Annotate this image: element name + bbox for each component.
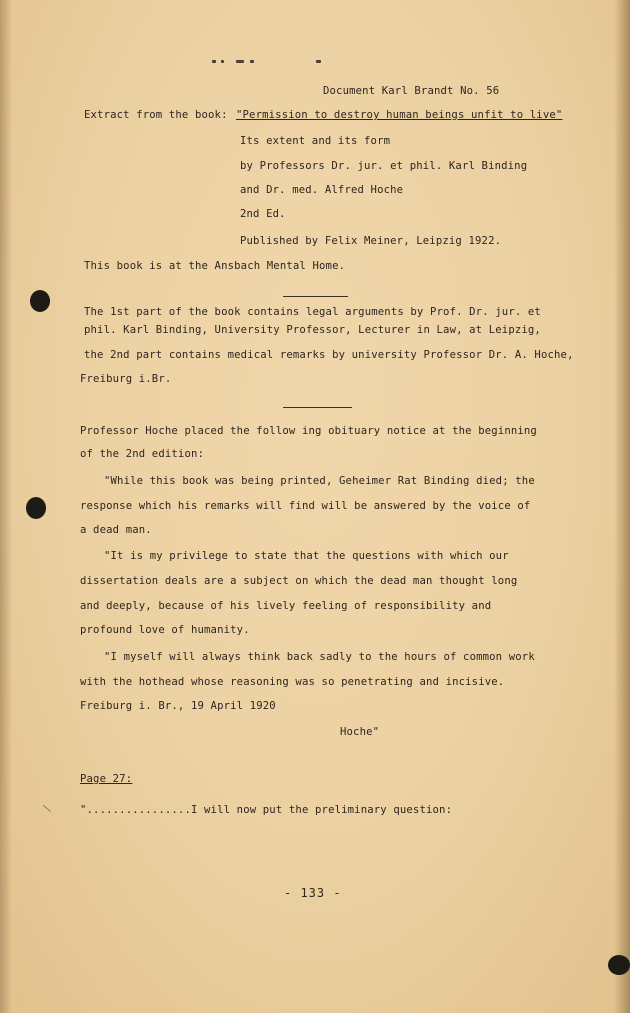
- stray-pencil-mark: [43, 805, 51, 812]
- quote-line: and deeply, because of his lively feeling of responsibility and: [80, 600, 492, 612]
- book-authors-line-1: by Professors Dr. jur. et phil. Karl Binding: [240, 160, 528, 172]
- extract-label: Extract from the book:: [84, 109, 228, 121]
- book-title: "Permission to destroy human beings unfit to live": [236, 109, 563, 121]
- quote-line: a dead man.: [80, 524, 152, 536]
- quote-line: "I myself will always think back sadly to the hours of common work: [104, 651, 535, 663]
- quote-dateline: Freiburg i. Br., 19 April 1920: [80, 700, 276, 712]
- page-edge-shadow-left: [0, 0, 12, 1013]
- page-number: - 133 -: [284, 886, 342, 900]
- book-authors-line-2: and Dr. med. Alfred Hoche: [240, 184, 404, 196]
- book-location: This book is at the Ansbach Mental Home.: [84, 260, 346, 272]
- paragraph-line: of the 2nd edition:: [80, 448, 205, 460]
- paragraph-line: The 1st part of the book contains legal arguments by Prof. Dr. jur. et: [84, 306, 541, 318]
- paragraph-line: the 2nd part contains medical remarks by university Professor Dr. A. Hoche,: [84, 349, 574, 361]
- page-edge-shadow-right: [614, 0, 630, 1013]
- page-reference: Page 27:: [80, 773, 133, 785]
- question-line: "................I will now put the preliminary question:: [80, 804, 453, 816]
- section-divider: [283, 296, 348, 297]
- punch-hole: [30, 290, 50, 312]
- quote-signature: Hoche": [340, 726, 380, 738]
- paragraph-line: Freiburg i.Br.: [80, 373, 172, 385]
- quote-line: with the hothead whose reasoning was so penetrating and incisive.: [80, 676, 505, 688]
- paragraph-line: Professor Hoche placed the follow ing obituary notice at the beginning: [80, 425, 537, 437]
- quote-line: "It is my privilege to state that the questions with which our: [104, 550, 509, 562]
- book-edition: 2nd Ed.: [240, 208, 286, 220]
- quote-line: response which his remarks will find will be answered by the voice of: [80, 500, 531, 512]
- section-divider: [283, 407, 352, 408]
- document-reference: Document Karl Brandt No. 56: [323, 85, 500, 97]
- book-subtitle: Its extent and its form: [240, 135, 391, 147]
- book-publisher: Published by Felix Meiner, Leipzig 1922.: [240, 235, 502, 247]
- quote-line: dissertation deals are a subject on which the dead man thought long: [80, 575, 518, 587]
- quote-line: profound love of humanity.: [80, 624, 250, 636]
- punch-hole: [26, 497, 46, 519]
- quote-line: "While this book was being printed, Geheimer Rat Binding died; the: [104, 475, 535, 487]
- paragraph-line: phil. Karl Binding, University Professor, Lecturer in Law, at Leipzig,: [84, 324, 541, 336]
- faint-stamp-marks: [212, 58, 337, 66]
- punch-hole: [608, 955, 630, 975]
